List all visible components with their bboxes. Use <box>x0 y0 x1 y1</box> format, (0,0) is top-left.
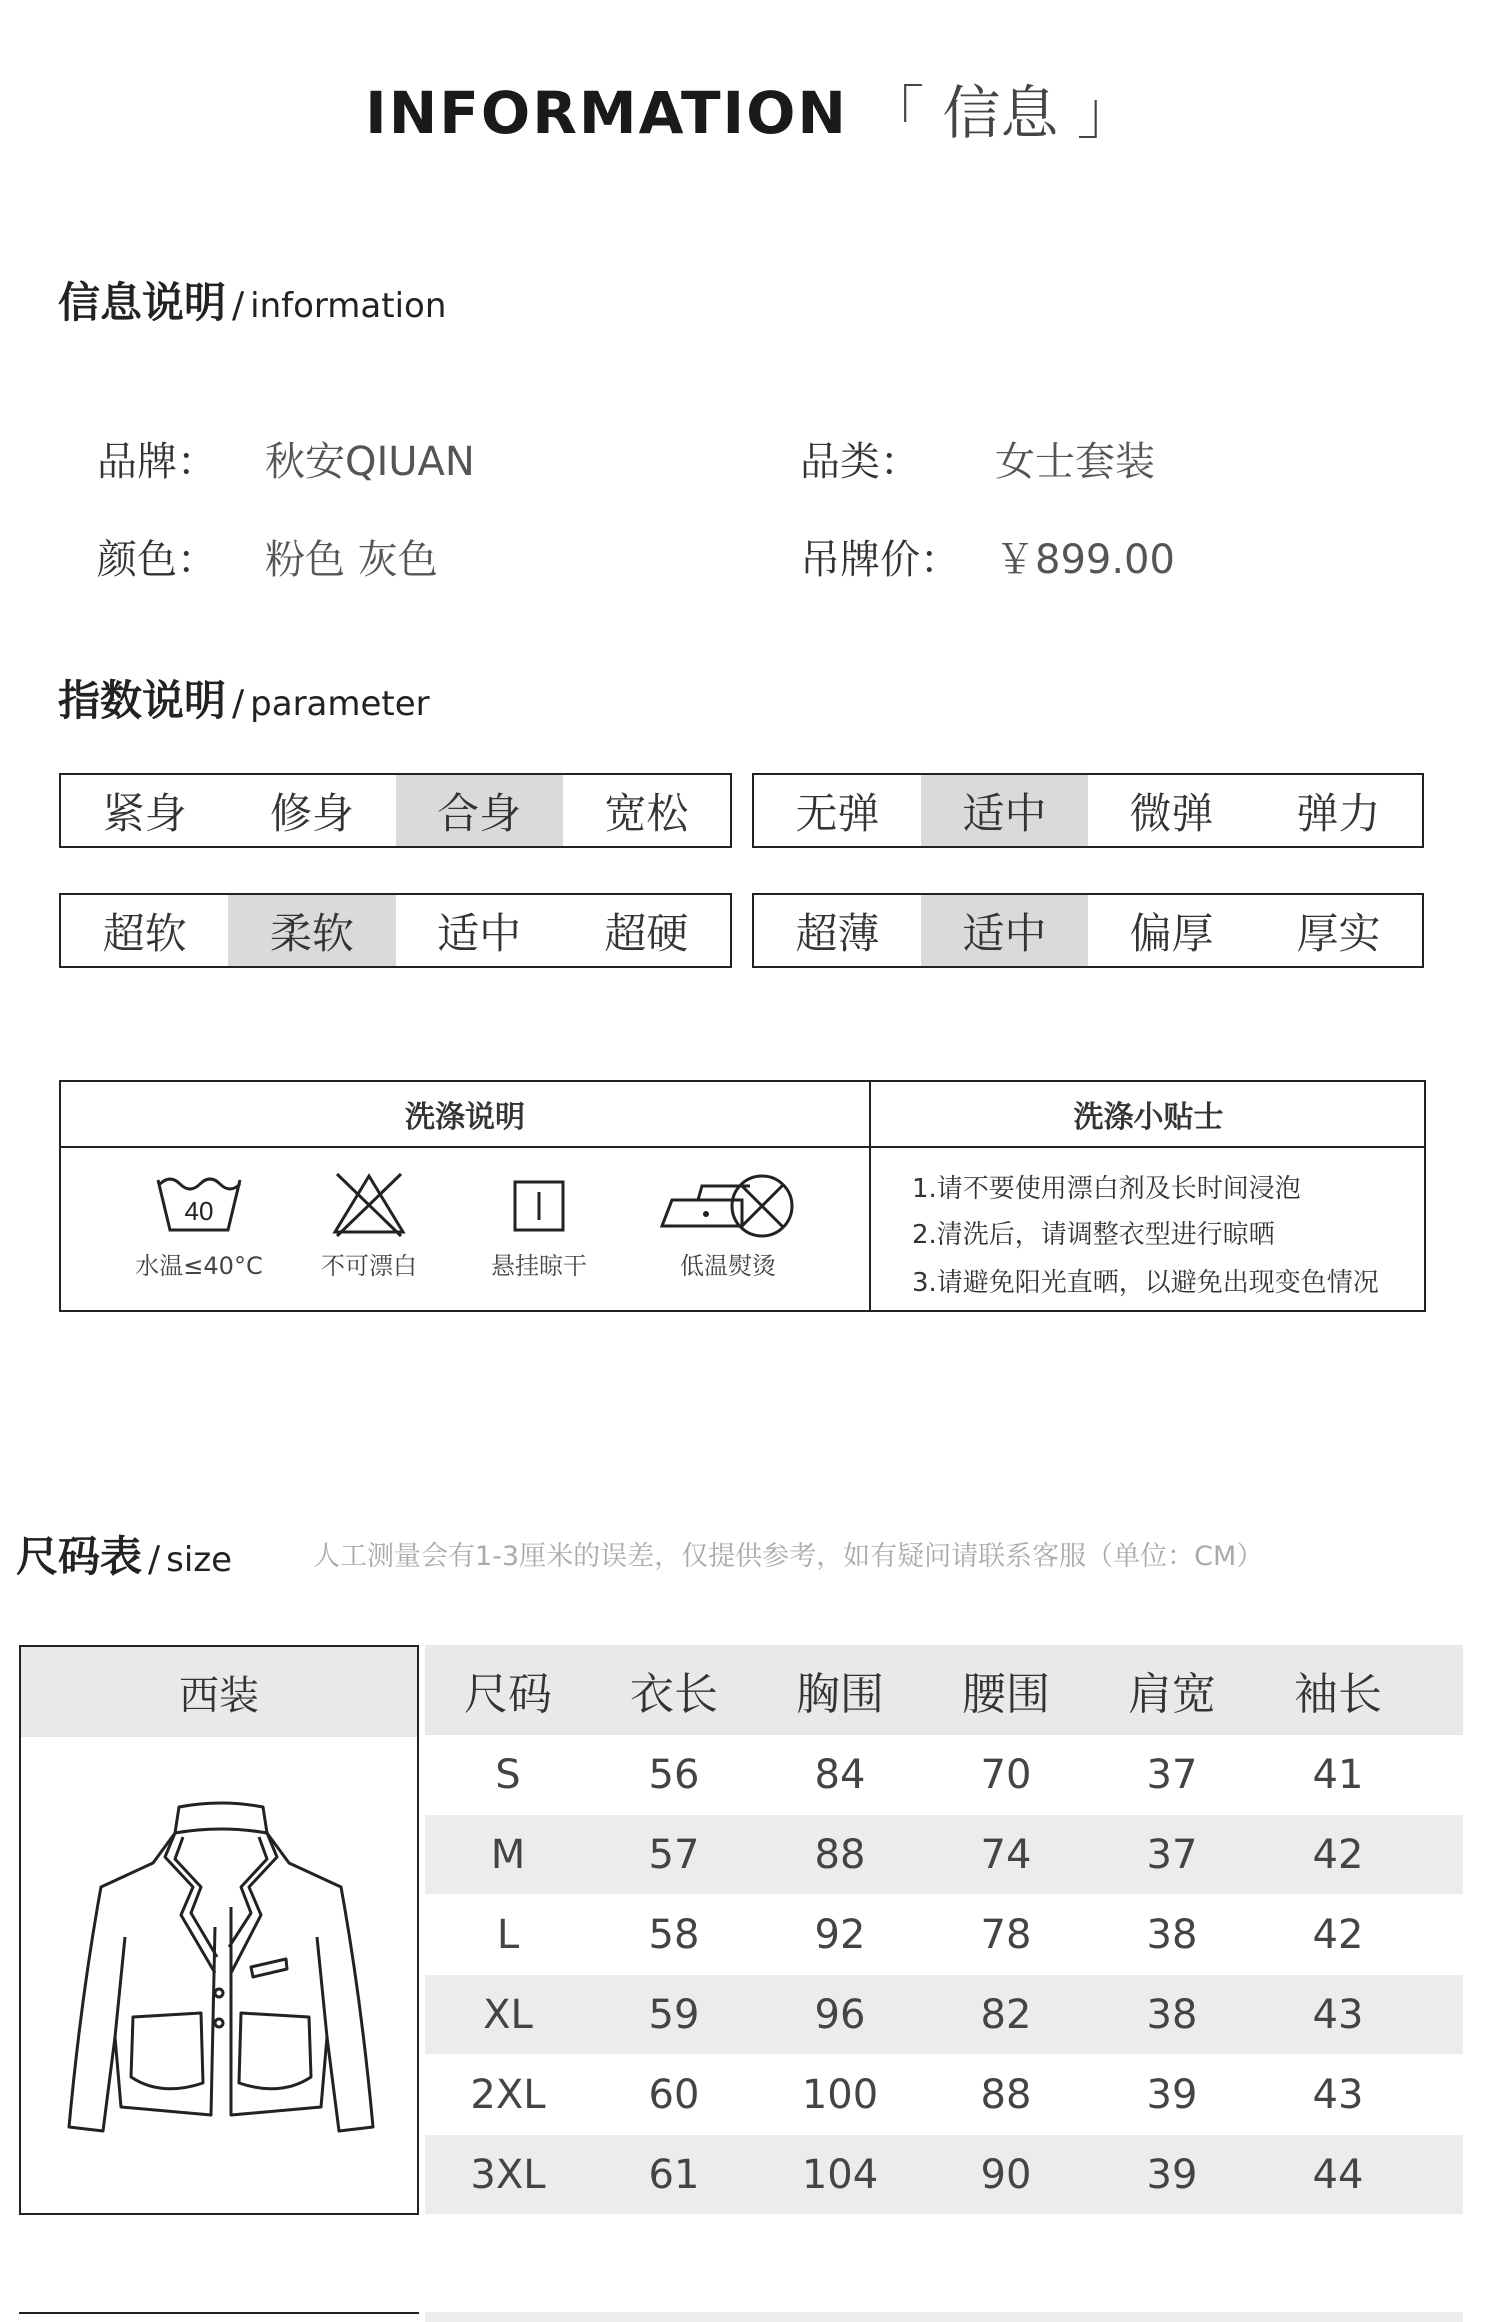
table-cell: 56 <box>648 1751 700 1798</box>
scale-option: 适中 <box>437 908 522 958</box>
scale-option: 修身 <box>269 788 354 838</box>
table-cell: 88 <box>980 2071 1032 2118</box>
column-header: 肩宽 <box>1128 1669 1216 1720</box>
scale-option: 超薄 <box>795 908 880 958</box>
table-row <box>425 1895 1463 1974</box>
color-value: 粉色 灰色 <box>265 537 438 583</box>
size-heading-cn: 尺码表 <box>16 1532 143 1581</box>
column-header: 尺码 <box>464 1669 552 1720</box>
wash-label: 水温≤40°C <box>135 1252 263 1280</box>
param-heading-en: parameter <box>250 684 430 724</box>
category-label: 品类： <box>800 439 920 485</box>
fit-scale <box>59 773 732 848</box>
table-cell: 37 <box>1146 1751 1198 1798</box>
table-cell: 104 <box>801 2151 879 2198</box>
garment-panel <box>19 1645 419 2215</box>
table-cell: S <box>495 1751 521 1798</box>
table-cell: 2XL <box>470 2071 546 2118</box>
hang-dry-icon <box>509 1170 569 1238</box>
table-cell: 39 <box>1146 2151 1198 2198</box>
table-cell: 92 <box>814 1911 866 1958</box>
table-cell: 70 <box>980 1751 1032 1798</box>
table-cell: 38 <box>1146 1991 1198 2038</box>
wash-item <box>469 1170 609 1281</box>
table-cell: XL <box>483 1991 533 2038</box>
title-en: INFORMATION <box>365 79 848 147</box>
bottom-divider-shade <box>425 2312 1463 2322</box>
table-cell: L <box>496 1911 520 1958</box>
size-heading-slash: / <box>148 1539 161 1580</box>
wash-label: 不可漂白 <box>321 1252 417 1280</box>
wash-item <box>119 1170 279 1281</box>
garment-name: 西装 <box>21 1647 417 1737</box>
scale-option: 微弹 <box>1129 788 1214 838</box>
table-cell: 90 <box>980 2151 1032 2198</box>
table-cell: 43 <box>1312 1991 1364 2038</box>
wash-item <box>653 1170 803 1281</box>
category-value: 女士套装 <box>995 439 1155 485</box>
softness-scale <box>59 893 732 968</box>
table-cell: 58 <box>648 1911 700 1958</box>
column-header: 袖长 <box>1294 1669 1382 1720</box>
wash-tip: 2.清洗后，请调整衣型进行晾晒 <box>912 1220 1275 1250</box>
table-cell: 39 <box>1146 2071 1198 2118</box>
table-cell: 78 <box>980 1911 1032 1958</box>
table-cell: 100 <box>801 2071 879 2118</box>
table-cell: 61 <box>648 2151 700 2198</box>
color-label: 颜色： <box>97 537 217 583</box>
jacket-icon <box>61 1797 381 2157</box>
table-cell: 57 <box>648 1831 700 1878</box>
scale-option: 超软 <box>102 908 187 958</box>
scale-option: 厚实 <box>1296 908 1381 958</box>
table-cell: 41 <box>1312 1751 1364 1798</box>
size-table-header <box>425 1645 1463 1735</box>
param-section-heading <box>58 668 430 728</box>
column-header: 腰围 <box>962 1669 1050 1720</box>
wash-tips-title: 洗涤小贴士 <box>1073 1100 1224 1135</box>
table-cell: 74 <box>980 1831 1032 1878</box>
info-heading-en: information <box>250 286 447 326</box>
param-heading-slash: / <box>232 683 245 724</box>
table-cell: 84 <box>814 1751 866 1798</box>
scale-option: 弹力 <box>1296 788 1381 838</box>
scale-option: 紧身 <box>102 788 187 838</box>
elasticity-scale <box>752 773 1424 848</box>
wash-tip: 3.请避免阳光直晒，以避免出现变色情况 <box>912 1268 1379 1298</box>
table-cell: 96 <box>814 1991 866 2038</box>
table-cell: 38 <box>1146 1911 1198 1958</box>
wash-divider-h <box>61 1146 1424 1148</box>
wash-label: 低温熨烫 <box>680 1252 776 1280</box>
size-note: 人工测量会有1-3厘米的误差，仅提供参考，如有疑问请联系客服（单位：CM） <box>313 1541 1264 1572</box>
wash-title: 洗涤说明 <box>405 1100 525 1135</box>
scale-option: 适中 <box>921 775 1088 846</box>
table-cell: M <box>490 1831 526 1878</box>
column-header: 胸围 <box>796 1669 884 1720</box>
scale-option: 柔软 <box>228 895 395 966</box>
page-title <box>0 66 1500 150</box>
info-section-heading <box>58 270 446 330</box>
size-section-heading <box>16 1524 232 1584</box>
table-cell: 88 <box>814 1831 866 1878</box>
table-row <box>425 1735 1463 1814</box>
scale-option: 合身 <box>396 775 563 846</box>
wash-40-icon <box>154 1170 244 1238</box>
scale-option: 偏厚 <box>1129 908 1214 958</box>
wash-label: 悬挂晾干 <box>491 1252 587 1280</box>
info-heading-slash: / <box>232 285 245 326</box>
table-cell: 44 <box>1312 2151 1364 2198</box>
table-row <box>425 2135 1463 2214</box>
wash-item <box>299 1170 439 1281</box>
brand-value: 秋安QIUAN <box>265 439 475 485</box>
table-cell: 59 <box>648 1991 700 2038</box>
table-row <box>425 2055 1463 2134</box>
price-value: ￥899.00 <box>995 537 1175 583</box>
wash-tip: 1.请不要使用漂白剂及长时间浸泡 <box>912 1174 1301 1204</box>
scale-option: 超硬 <box>604 908 689 958</box>
table-cell: 3XL <box>470 2151 546 2198</box>
scale-option: 无弹 <box>795 788 880 838</box>
param-heading-cn: 指数说明 <box>58 676 227 725</box>
bottom-divider <box>19 2312 419 2314</box>
no-bleach-icon <box>329 1170 409 1238</box>
table-cell: 37 <box>1146 1831 1198 1878</box>
wash-temp-number: 40 <box>184 1196 214 1226</box>
no-iron-icon <box>658 1170 798 1238</box>
table-row <box>425 1975 1463 2054</box>
column-header: 衣长 <box>630 1669 718 1720</box>
table-cell: 43 <box>1312 2071 1364 2118</box>
info-heading-cn: 信息说明 <box>58 278 227 327</box>
size-heading-en: size <box>166 1540 233 1580</box>
table-cell: 60 <box>648 2071 700 2118</box>
thickness-scale <box>752 893 1424 968</box>
table-cell: 42 <box>1312 1831 1364 1878</box>
scale-option: 宽松 <box>604 788 689 838</box>
table-cell: 42 <box>1312 1911 1364 1958</box>
price-label: 吊牌价： <box>800 537 960 583</box>
scale-option: 适中 <box>921 895 1088 966</box>
brand-label: 品牌： <box>97 439 217 485</box>
table-row <box>425 1815 1463 1894</box>
title-cn: 「 信息 」 <box>865 79 1135 147</box>
table-cell: 82 <box>980 1991 1032 2038</box>
